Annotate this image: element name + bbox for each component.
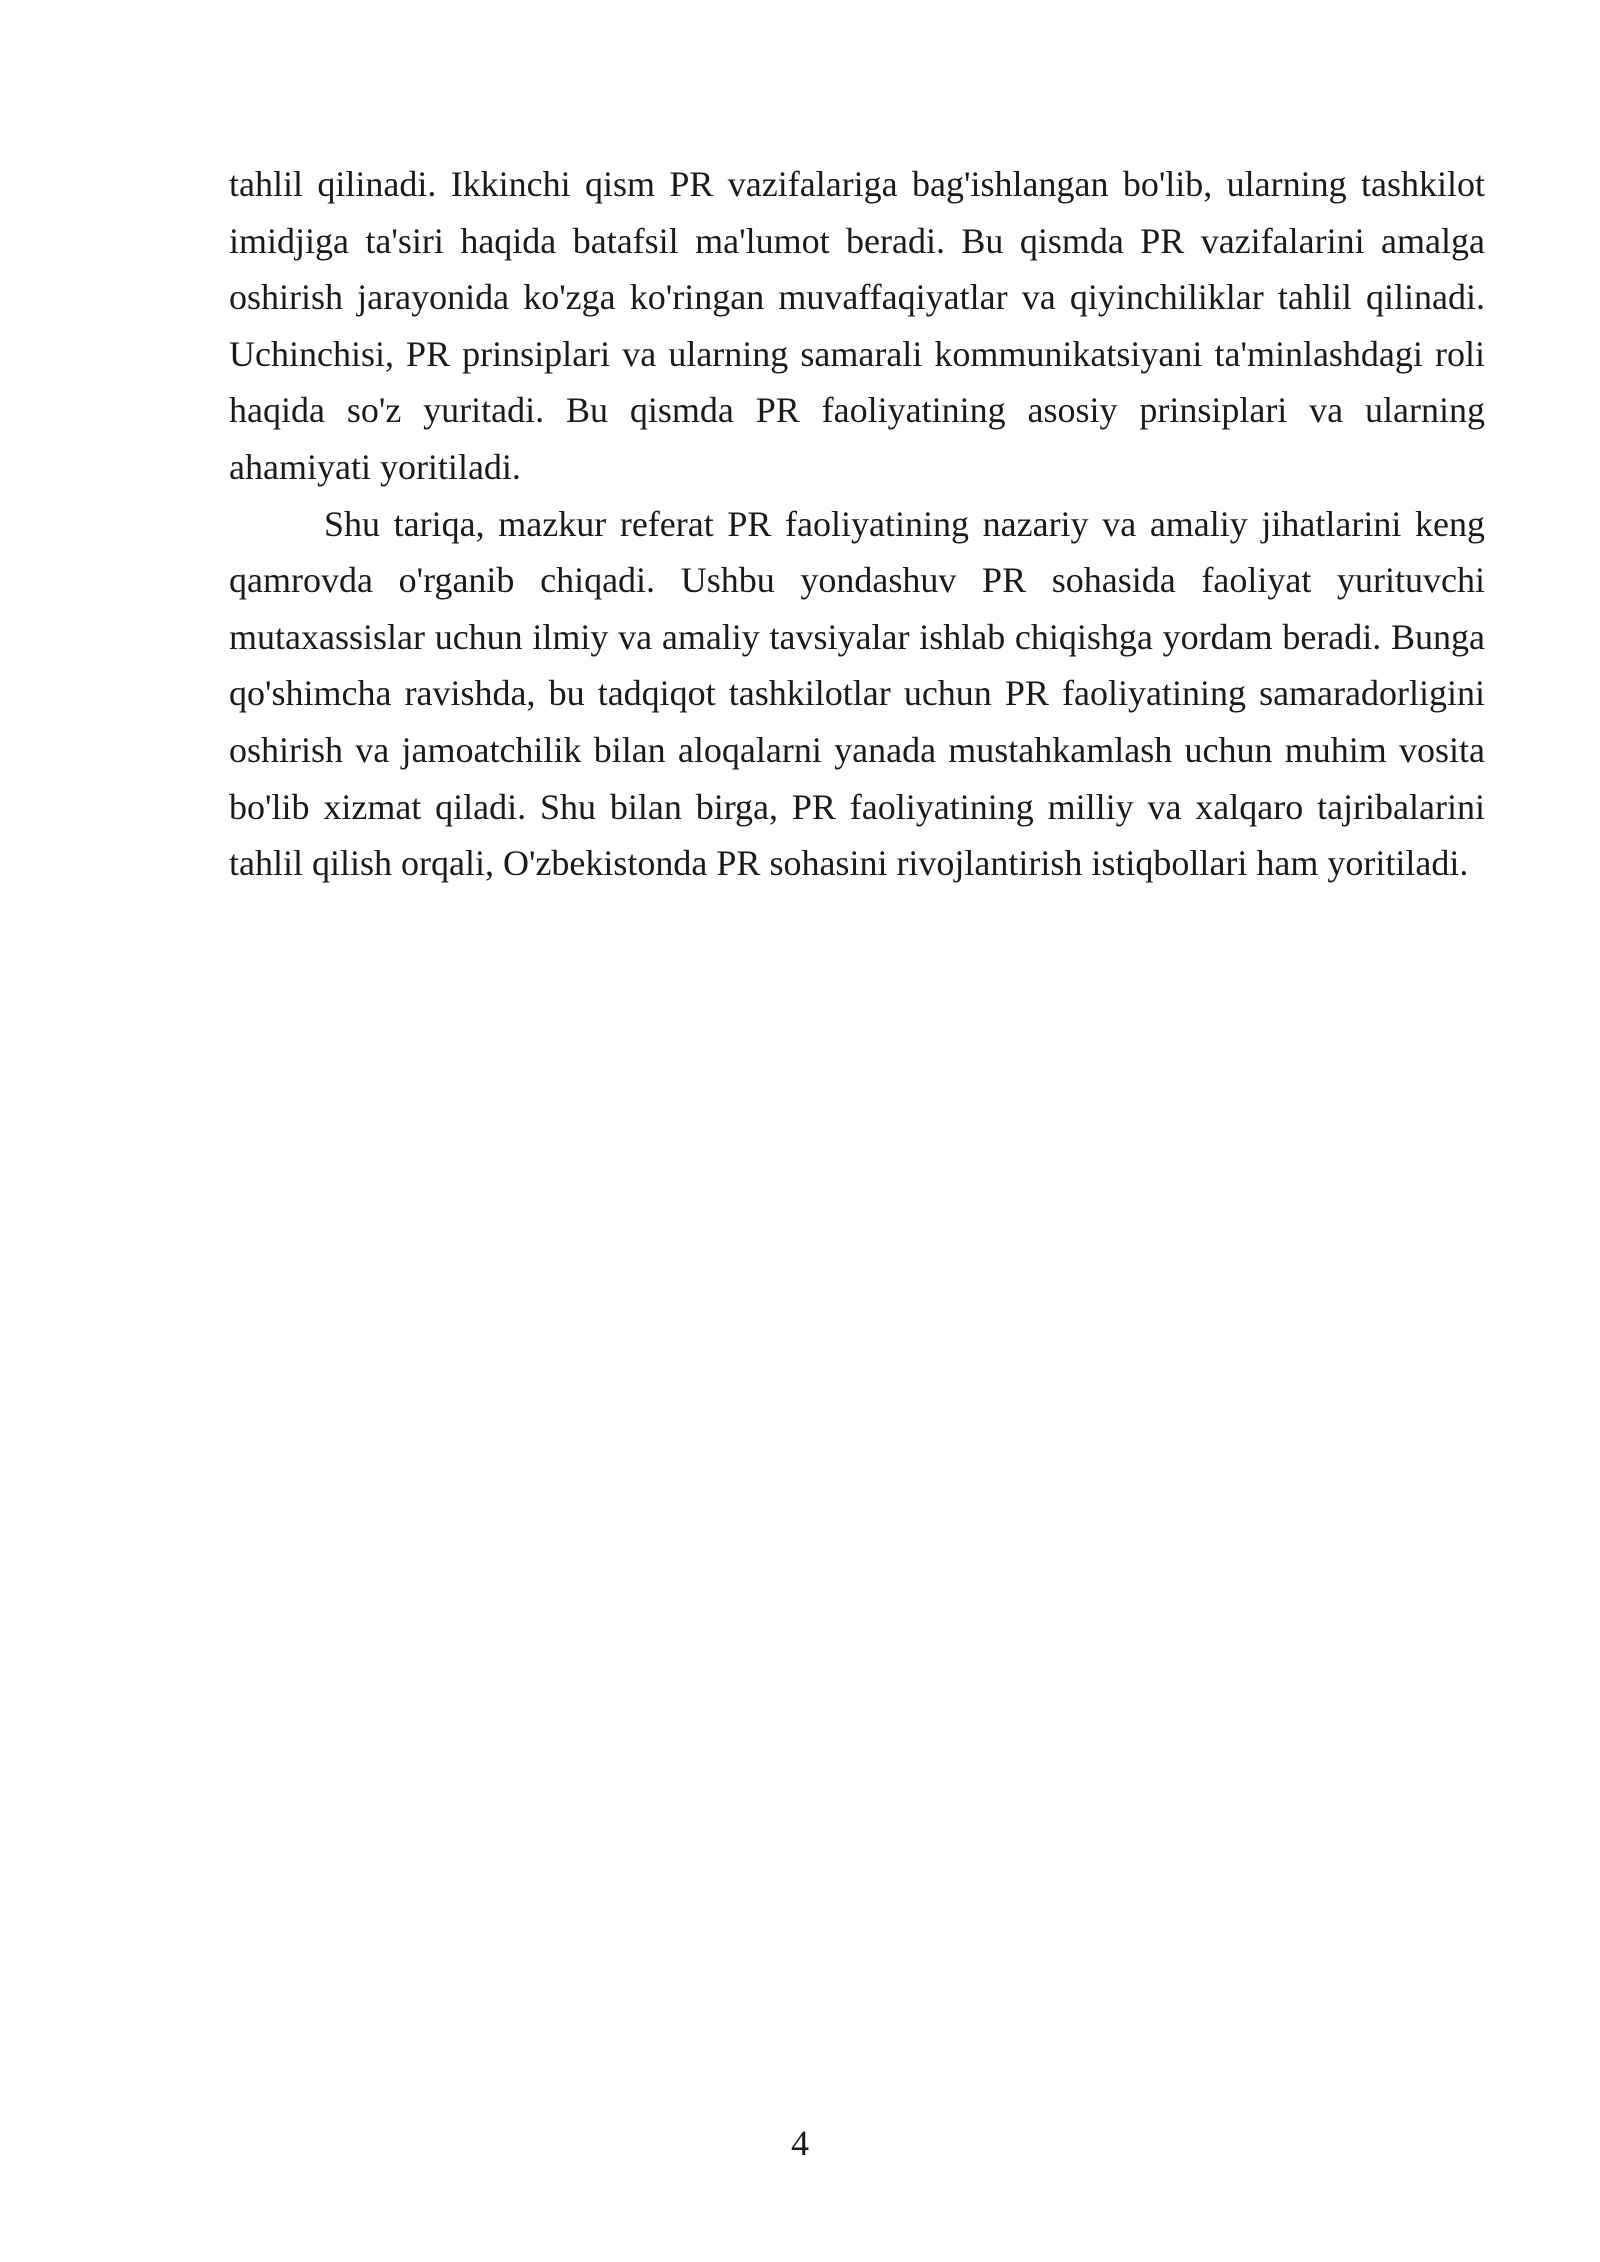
paragraph-continuation: tahlil qilinadi. Ikkinchi qism PR vazifalariga bag'ishlangan bo'lib, ularning tashkilot imidjiga ta'siri haqida batafsil ma'lumot beradi. Bu qismda PR vazifalarini amalga oshirish jarayonida ko'zga ko'ringan muvaffaqiyatlar va qiyinchiliklar tahlil qilinadi. Uchinchisi, PR prinsiplari va ularning samarali kommunikatsiyani ta'minlashdagi roli haqida so'z yuritadi. Bu qismda PR faoliyatining asosiy prinsiplari va ularning ahamiyati yoritiladi.: [229, 164, 1485, 487]
page-number: 4: [791, 2123, 809, 2163]
paragraph-conclusion: Shu tariqa, mazkur referat PR faoliyatining nazariy va amaliy jihatlarini keng qamrovda o'rganib chiqadi. Ushbu yondashuv PR sohasida faoliyat yurituvchi mutaxassislar uchun ilmiy va amaliy tavsiyalar ishlab chiqishga yordam beradi. Bunga qo'shimcha ravishda, bu tadqiqot tashkilotlar uchun PR faoliyatining samaradorligini oshirish va jamoatchilik bilan aloqalarni yanada mustahkamlash uchun muhim vosita bo'lib xizmat qiladi. Shu bilan birga, PR faoliyatining milliy va xalqaro tajribalarini tahlil qilish orqali, O'zbekistonda PR sohasini rivojlantirish istiqbollari ham yoritiladi.: [229, 503, 1485, 884]
body-text: [229, 156, 1485, 892]
